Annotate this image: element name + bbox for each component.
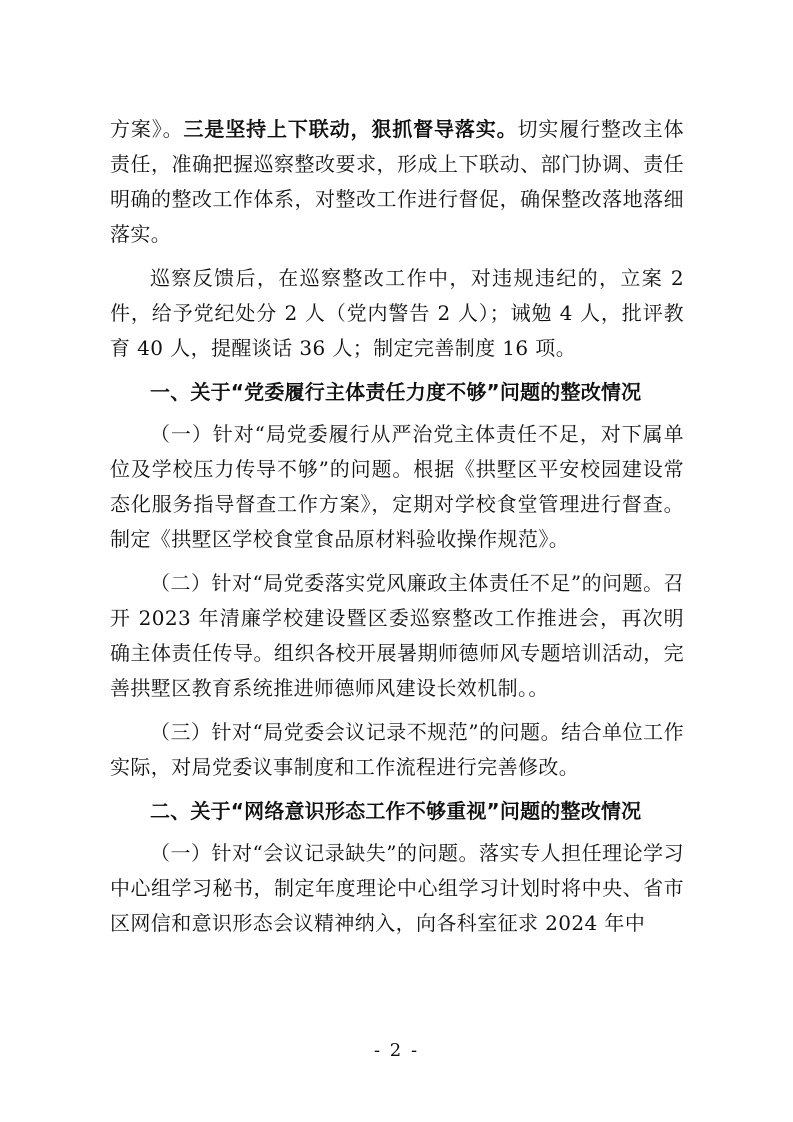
paragraph-rest-text: 切实履行整改主体责任，准确把握巡察整改要求，形成上下联动、部门协调、责任明确的整改工作体系，对整改工作进行督促，确保整改落地落细落实。 — [110, 117, 684, 246]
section-heading-1: 一、关于“党委履行主体责任力度不够”问题的整改情况 — [150, 380, 642, 404]
paragraph-summary: 巡察反馈后，在巡察整改工作中，对违规违纪的，立案 2 件，给予党纪处分 2 人（党内警告 2 人）；诫勉 4 人，批评教育 40 人，提醒谈话 36 人；制定完善制度 16 项。 — [110, 266, 684, 360]
paragraph-item-1-3: （三）针对“局党委会议记录不规范”的问题。结合单位工作实际，对局党委议事制度和工作流程进行完善修改。 — [110, 720, 684, 779]
paragraph-continuation — [110, 112, 684, 252]
page-number: - 2 - — [373, 1040, 420, 1061]
paragraph-lead-text: 方案》。 — [110, 117, 184, 141]
paragraph-bold-text: 三是坚持上下联动，狠抓督导落实。 — [183, 117, 518, 141]
section-heading-2: 二、关于“网络意识形态工作不够重视”问题的整改情况 — [150, 799, 642, 823]
paragraph-item-2-1: （一）针对“会议记录缺失”的问题。落实专人担任理论学习中心组学习秘书，制定年度理论中心组学习计划时将中央、省市区网信和意识形态会议精神纳入，向各科室征求 2024 年中 — [110, 841, 684, 935]
paragraph-item-1-1: （一）针对“局党委履行从严治党主体责任不足，对下属单位及学校压力传导不够”的问题。根据《拱墅区平安校园建设常态化服务指导督查工作方案》，定期对学校食堂管理进行督查。制定《拱墅区学校食堂食品原材料验收操作规范》。 — [110, 422, 684, 551]
paragraph-item-1-2: （二）针对“局党委落实党风廉政主体责任不足”的问题。召开 2023 年清廉学校建设暨区委巡察整改工作推进会，再次明确主体责任传导。组织各校开展暑期师德师风专题培训活动，完善拱墅区教育系统推进师德师风建设长效机制。。 — [110, 571, 684, 700]
document-body — [110, 112, 684, 941]
